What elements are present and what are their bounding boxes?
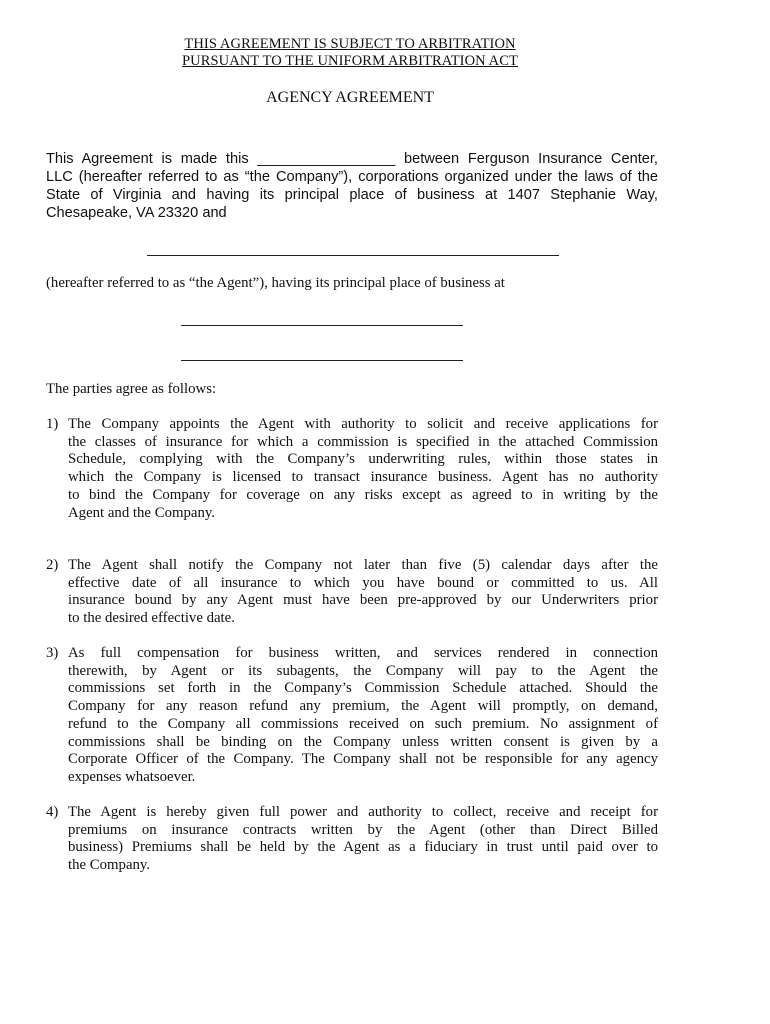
intro-paragraph bbox=[46, 150, 658, 222]
clause-line: to bind the Company for coverage on any risks except as agreed to in writing by the bbox=[68, 486, 658, 503]
clause-line: As full compensation for business written, and services rendered in connection bbox=[68, 645, 658, 661]
intro-line: This Agreement is made this _________________ between Ferguson Insurance Center, bbox=[46, 151, 658, 167]
clause-line: insurance bound by any Agent must have been pre-approved by our Underwriters prior bbox=[68, 592, 658, 609]
clause-line: The Agent shall notify the Company not later than five (5) calendar days after the bbox=[68, 557, 658, 573]
clause-line: Corporate Officer of the Company. The Company shall not be responsible for any agency bbox=[68, 751, 658, 768]
agent-address-blank-line-2 bbox=[181, 360, 463, 361]
clause-line: The Company appoints the Agent with authority to solicit and receive applications for bbox=[68, 416, 658, 432]
clause-line: business) Premiums shall be held by the Agent as a fiduciary in trust until paid over to bbox=[68, 839, 658, 856]
document-title: AGENCY AGREEMENT bbox=[266, 89, 434, 106]
clause-line: effective date of all insurance to which you have bound or committed to us. All bbox=[68, 574, 658, 591]
clause-line: therewith, by Agent or its subagents, the Company will pay to the Agent the bbox=[68, 662, 658, 679]
clause-line: premiums on insurance contracts written by the Agent (other than Direct Billed bbox=[68, 821, 658, 838]
agent-name-blank-line bbox=[147, 255, 559, 256]
intro-line: State of Virginia and having its principal place of business at 1407 Stephanie Way, bbox=[46, 187, 658, 203]
clause-line: commissions shall be binding on the Company unless written consent is given by a bbox=[68, 733, 658, 750]
agent-reference-text: (hereafter referred to as “the Agent”), having its principal place of business at bbox=[46, 275, 505, 291]
clause-body bbox=[68, 557, 658, 628]
clause-line: expenses whatsoever. bbox=[68, 768, 196, 785]
clause-number: 4) bbox=[46, 804, 59, 820]
clause-line: the classes of insurance for which a commission is specified in the attached Commission bbox=[68, 433, 658, 450]
clause-line: Schedule, complying with the Company’s underwriting rules, within those states in bbox=[68, 451, 658, 468]
clause-body bbox=[68, 416, 658, 522]
intro-line: LLC (hereafter referred to as “the Company”), corporations organized under the laws of the bbox=[46, 169, 658, 185]
clause-number: 3) bbox=[46, 645, 59, 661]
clause-2 bbox=[46, 557, 658, 628]
clause-4 bbox=[46, 804, 658, 875]
intro-line: Chesapeake, VA 23320 and bbox=[46, 205, 227, 221]
clause-line: commissions set forth in the Company’s Commission Schedule attached. Should the bbox=[68, 680, 658, 697]
clause-line: the Company. bbox=[68, 857, 151, 874]
parties-agree-text: The parties agree as follows: bbox=[46, 381, 217, 397]
clause-body bbox=[68, 645, 658, 787]
clause-line: The Agent is hereby given full power and authority to collect, receive and receipt for bbox=[68, 804, 658, 820]
clause-number: 2) bbox=[46, 557, 59, 573]
clause-line: to the desired effective date. bbox=[68, 610, 235, 627]
arbitration-notice-line-1: THIS AGREEMENT IS SUBJECT TO ARBITRATION bbox=[184, 36, 516, 52]
clause-3 bbox=[46, 645, 658, 787]
clause-line: refund to the Company all commissions received on such premium. No assignment of bbox=[68, 715, 658, 732]
clause-line: Agent and the Company. bbox=[68, 504, 215, 521]
arbitration-notice-line-2: PURSUANT TO THE UNIFORM ARBITRATION ACT bbox=[182, 53, 518, 69]
clause-body bbox=[68, 804, 658, 875]
agent-address-blank-line-1 bbox=[181, 325, 463, 326]
clause-1 bbox=[46, 416, 658, 522]
clause-line: Company for any reason refund any premium, the Agent will promptly, on demand, bbox=[68, 698, 658, 715]
clause-line: which the Company is licensed to transact insurance business. Agent has no authority bbox=[68, 469, 658, 486]
clause-number: 1) bbox=[46, 416, 59, 432]
